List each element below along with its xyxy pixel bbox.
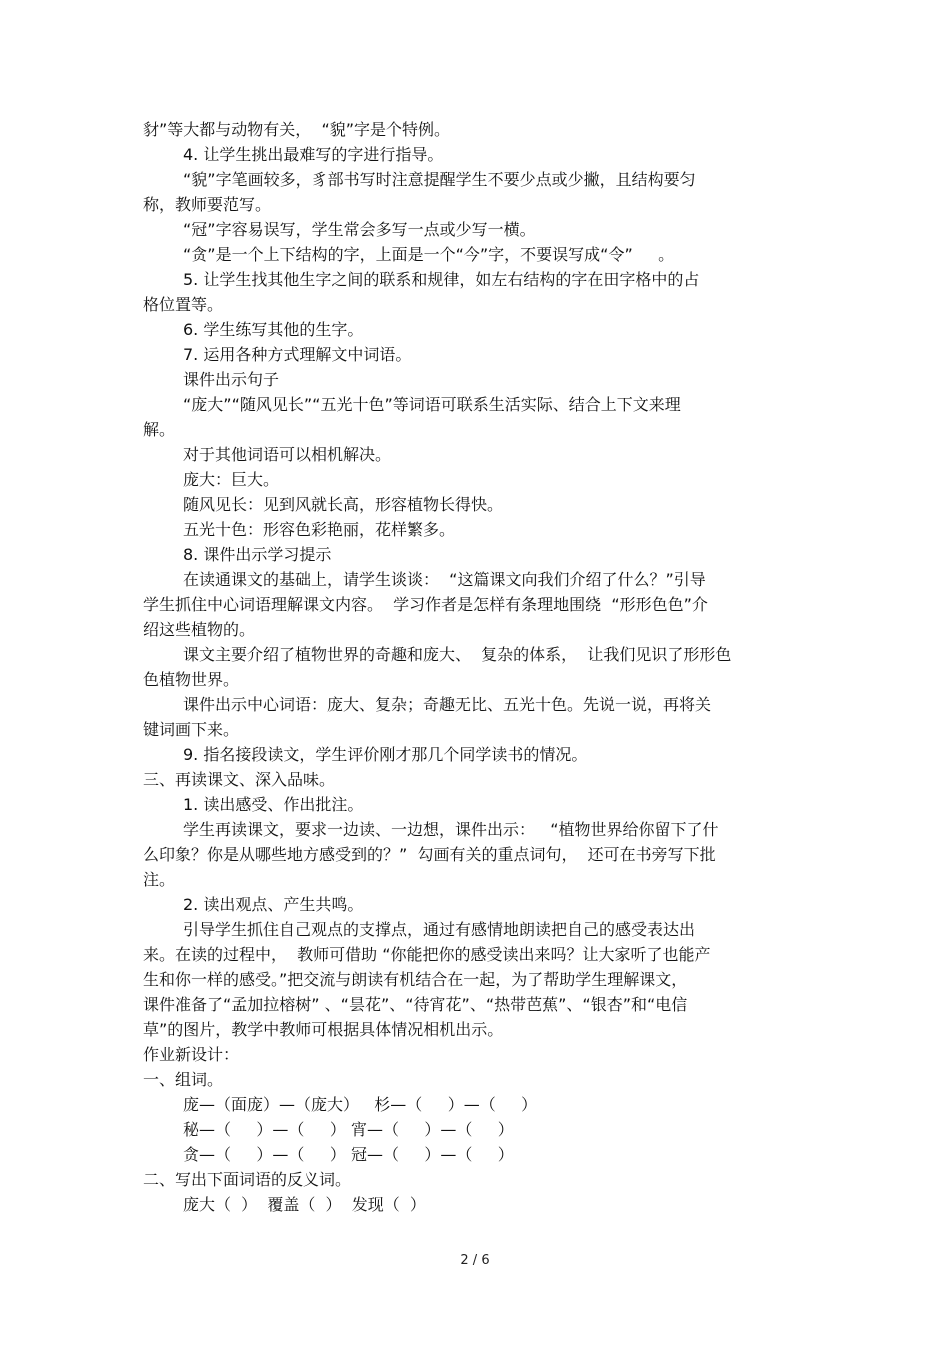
text-line: 引导学生抓住自己观点的支撑点，通过有感情地朗读把自己的感受表达出 <box>183 920 696 939</box>
text-line: 么印象？你是从哪些地方感受到的？” 勾画有关的重点词句， 还可在书旁写下批 <box>143 845 716 864</box>
exercise-row: 庞—（面庞）—（庞大） 杉—（ ）—（ ） <box>183 1095 538 1114</box>
exercise-row: 庞大（ ） 覆盖（ ） 发现（ ） <box>183 1195 426 1214</box>
text-line: 生和你一样的感受。”把交流与朗读有机结合在一起，为了帮助学生理解课文， <box>143 970 688 989</box>
text-line: 庞大：巨大。 <box>183 470 280 489</box>
text-line: 课件出示句子 <box>183 370 280 389</box>
text-line: 色植物世界。 <box>143 670 240 689</box>
text-line: 解。 <box>143 420 176 439</box>
text-line: 五光十色：形容色彩艳丽，花样繁多。 <box>183 520 456 539</box>
text-line: “庞大”“随风见长”“五光十色”等词语可联系生活实际、结合上下文来理 <box>183 395 681 414</box>
text-line: 课文主要介绍了植物世界的奇趣和庞大、 复杂的体系， 让我们见识了形形色 <box>183 645 732 664</box>
text-line: 9. 指名接段读文，学生评价刚才那几个同学读书的情况。 <box>183 745 588 764</box>
text-line: 1. 读出感受、作出批注。 <box>183 795 364 814</box>
exercise-row: 秘—（ ）—（ ） 宵—（ ）—（ ） <box>183 1120 514 1139</box>
text-line: “冠”字容易误写，学生常会多写一点或少写一横。 <box>183 220 536 239</box>
text-line: 课件准备了“孟加拉榕树” 、“昙花”、“待宵花”、“热带芭蕉”、“银杏”和“电信 <box>143 995 688 1014</box>
text-line: 学生抓住中心词语理解课文内容。 学习作者是怎样有条理地围绕 “形形色色”介 <box>143 595 708 614</box>
text-line: 称，教师要范写。 <box>143 195 272 214</box>
text-line: 来。在读的过程中， 教师可借助 “你能把你的感受读出来吗？让大家听了也能产 <box>143 945 711 964</box>
text-line: 注。 <box>143 870 176 889</box>
text-line: 随风见长：见到风就长高，形容植物长得快。 <box>183 495 504 514</box>
section-heading: 三、再读课文、深入品味。 <box>143 770 336 789</box>
text-line: 在读通课文的基础上，请学生谈谈： “这篇课文向我们介绍了什么？”引导 <box>183 570 706 589</box>
text-line: 5. 让学生找其他生字之间的联系和规律，如左右结构的字在田字格中的占 <box>183 270 700 289</box>
text-line: 课件出示中心词语：庞大、复杂；奇趣无比、五光十色。先说一说，再将关 <box>183 695 712 714</box>
text-line: 绍这些植物的。 <box>143 620 256 639</box>
text-line: 豺”等大都与动物有关， “貌”字是个特例。 <box>143 120 451 139</box>
section-heading: 作业新设计： <box>143 1045 240 1064</box>
text-line: 6. 学生练写其他的生字。 <box>183 320 364 339</box>
page-number: 2 / 6 <box>460 1253 490 1268</box>
text-line: 8. 课件出示学习提示 <box>183 545 332 564</box>
exercise-row: 贪—（ ）—（ ） 冠—（ ）—（ ） <box>183 1145 514 1164</box>
text-line: 2. 读出观点、产生共鸣。 <box>183 895 364 914</box>
text-line: “贪”是一个上下结构的字，上面是一个“今”字，不要误写成“令” 。 <box>183 245 675 264</box>
text-line: 对于其他词语可以相机解决。 <box>183 445 392 464</box>
text-line: 学生再读课文，要求一边读、一边想，课件出示： “植物世界给你留下了什 <box>183 820 719 839</box>
section-heading: 二、写出下面词语的反义词。 <box>143 1170 352 1189</box>
text-line: 键词画下来。 <box>143 720 240 739</box>
section-heading: 一、组词。 <box>143 1070 224 1089</box>
text-line: “貌”字笔画较多，豸部书写时注意提醒学生不要少点或少撇，且结构要匀 <box>183 170 696 189</box>
text-line: 4. 让学生挑出最难写的字进行指导。 <box>183 145 444 164</box>
text-line: 格位置等。 <box>143 295 224 314</box>
text-line: 7. 运用各种方式理解文中词语。 <box>183 345 412 364</box>
text-line: 草”的图片，教学中教师可根据具体情况相机出示。 <box>143 1020 504 1039</box>
